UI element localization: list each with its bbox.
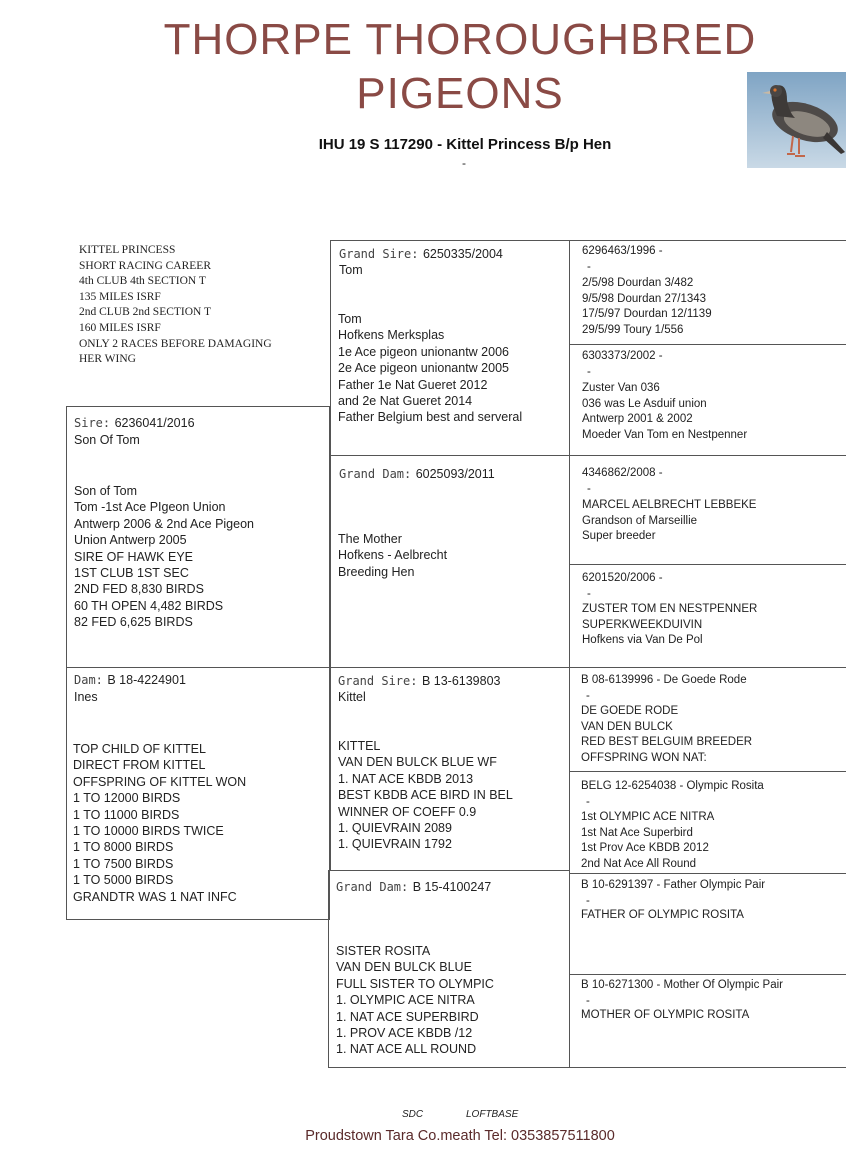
notes-line: KITTEL PRINCESS [79,244,176,256]
footer-loftbase: LOFTBASE [466,1109,519,1120]
grand-sire-detail: 1. QUIEVRAIN 1792 [338,837,452,852]
grand-sire-ring: 6250335/2004 [422,247,503,261]
ggp-detail: Antwerp 2001 & 2002 [582,413,693,426]
notes-line: ONLY 2 RACES BEFORE DAMAGING [79,337,272,350]
ggp-dash: - [586,690,590,702]
ggp-detail: Moeder Van Tom en Nestpenner [582,428,748,441]
ggp-detail: Super breeder [582,530,656,543]
ggp-detail: ZUSTER TOM EN NESTPENNER [582,603,758,615]
ggp-detail: DE GOEDE RODE [581,705,679,717]
sire-ring: 6236041/2016 [114,416,195,430]
ggp-head: B 10-6291397 - Father Olympic Pair [581,879,766,891]
ggp-head: BELG 12-6254038 - Olympic Rosita [581,780,764,792]
notes-line: 4th CLUB 4th SECTION T [79,275,206,288]
ggp-head: 6201520/2006 - [582,572,663,584]
ggp-detail: 036 was Le Asduif union [582,397,707,410]
sire-detail: Tom -1st Ace PIgeon Union [74,500,226,515]
notes-line: 2nd CLUB 2nd SECTION T [79,306,212,319]
ggp-detail: 1st Prov Ace KBDB 2012 [581,842,709,855]
ggp-box-5 [569,667,846,772]
ggp-detail: 2nd Nat Ace All Round [581,857,697,870]
sire-detail: 1ST CLUB 1ST SEC [74,566,189,581]
pigeon-photo [747,72,846,168]
grand-dam-label: Grand Dam: [336,880,409,894]
ggp-detail: 29/5/99 Toury 1/556 [582,323,684,336]
sire-detail: 82 FED 6,625 BIRDS [74,615,193,630]
pigeon-notes [79,243,319,368]
ggp-detail: OFFSPRING WON NAT: [581,751,707,764]
grand-dam-detail: SISTER ROSITA [336,944,431,958]
grand-sire-detail: 1e Ace pigeon unionantw 2006 [338,344,509,359]
dam-box [66,667,330,920]
ggp-dash: - [587,366,591,378]
grand-sire-ring: B 13-6139803 [421,674,501,688]
grand-sire-detail: 1. NAT ACE KBDB 2013 [338,771,474,786]
ggp-box-3 [569,455,846,565]
ggp-dash: - [587,588,591,600]
ggp-dash: - [586,796,590,808]
grand-dam-detail: The Mother [338,532,402,546]
dam-detail: OFFSPRING OF KITTEL WON [73,774,247,789]
grand-sire-maternal-box [330,667,570,871]
ggp-detail: Hofkens via Van De Pol [582,634,703,647]
ggp-dash: - [586,995,590,1007]
footer-address: Proudstown Tara Co.meath Tel: 0353857511800 [305,1128,615,1144]
grand-sire-detail: 1. QUIEVRAIN 2089 [338,821,452,836]
sire-detail: SIRE OF HAWK EYE [74,549,194,564]
notes-line: HER WING [79,353,136,366]
ggp-detail: 1st OLYMPIC ACE NITRA [581,811,715,823]
ggp-detail: 17/5/97 Dourdan 12/1139 [582,308,712,321]
grand-sire-detail: VAN DEN BULCK BLUE WF [338,755,497,770]
sire-detail: Union Antwerp 2005 [74,533,187,548]
page-title-line-1: THORPE THOROUGHBRED [163,15,757,64]
ggp-detail: VAN DEN BULCK [581,720,673,733]
ggp-detail: SUPERKWEEKDUIVIN [582,618,703,631]
ggp-head: B 10-6271300 - Mother Of Olympic Pair [581,979,783,991]
ggp-detail: Zuster Van 036 [582,382,660,394]
ggp-detail: MOTHER OF OLYMPIC ROSITA [581,1009,750,1021]
ggp-box-6 [569,771,846,874]
footer-sdc: SDC [402,1109,424,1120]
grand-dam-detail: FULL SISTER TO OLYMPIC [336,976,494,991]
ggp-detail: RED BEST BELGUIM BREEDER [581,736,753,749]
grand-sire-detail: and 2e Nat Gueret 2014 [338,394,473,409]
sire-detail: 60 TH OPEN 4,482 BIRDS [74,598,224,613]
ggp-box-4 [569,564,846,668]
pigeon-ring-subtitle: IHU 19 S 117290 - Kittel Princess B/p Hen [318,136,612,153]
ggp-head: 6303373/2002 - [582,350,663,362]
dam-label: Dam: [74,673,103,687]
grand-sire-label: Grand Sire: [338,674,418,688]
ggp-head: 6296463/1996 - [582,245,663,257]
grand-sire-name: Tom [339,263,363,277]
dam-detail: DIRECT FROM KITTEL [73,758,206,773]
grand-dam-detail: VAN DEN BULCK BLUE [336,960,472,975]
grand-sire-detail: Hofkens Merksplas [338,328,445,343]
grand-sire-detail: KITTEL [338,739,381,753]
grand-dam-detail: 1. OLYMPIC ACE NITRA [336,993,475,1008]
grand-sire-detail: BEST KBDB ACE BIRD IN BEL [338,788,513,803]
dam-detail: TOP CHILD OF KITTEL [73,742,206,756]
dam-detail: 1 TO 10000 BIRDS TWICE [73,824,224,839]
ggp-head: 4346862/2008 - [582,467,663,479]
grand-dam-detail: 1. NAT ACE ALL ROUND [336,1042,477,1057]
ggp-detail: 2/5/98 Dourdan 3/482 [582,277,694,289]
subtitle-dash: - [462,156,466,170]
grand-sire-detail: Father 1e Nat Gueret 2012 [338,377,488,392]
grand-dam-label: Grand Dam: [339,467,412,481]
ggp-box-7 [569,873,846,975]
ggp-box-2 [569,344,846,456]
sire-detail: Antwerp 2006 & 2nd Ace Pigeon [74,516,254,531]
dam-detail: 1 TO 5000 BIRDS [73,873,174,888]
ggp-detail: FATHER OF OLYMPIC ROSITA [581,909,744,921]
dam-detail: 1 TO 7500 BIRDS [73,856,174,871]
grand-dam-ring: B 15-4100247 [412,880,492,894]
grand-dam-paternal-box [330,455,570,668]
ggp-detail: MARCEL AELBRECHT LEBBEKE [582,499,757,511]
dam-detail: 1 TO 11000 BIRDS [73,807,180,822]
dam-detail: GRANDTR WAS 1 NAT INFC [73,889,237,904]
grand-sire-detail: 2e Ace pigeon unionantw 2005 [338,361,509,376]
sire-name: Son Of Tom [74,433,140,447]
notes-line: 135 MILES ISRF [79,290,161,303]
sire-detail: 2ND FED 8,830 BIRDS [74,582,204,597]
sire-detail: Son of Tom [74,484,138,498]
grand-dam-detail: 1. NAT ACE SUPERBIRD [336,1009,479,1024]
ggp-head: B 08-6139996 - De Goede Rode [581,674,747,686]
ggp-detail: 9/5/98 Dourdan 27/1343 [582,292,707,305]
dam-ring: B 18-4224901 [107,673,186,687]
grand-sire-detail: WINNER OF COEFF 0.9 [338,804,477,819]
ggp-box-1 [569,240,846,345]
page-title-line-2: PIGEONS [356,69,564,118]
grand-dam-ring: 6025093/2011 [415,467,495,481]
grand-dam-detail: Breeding Hen [338,564,415,579]
dam-name: Ines [74,690,98,704]
ggp-dash: - [586,895,590,907]
notes-line: SHORT RACING CAREER [79,259,212,272]
grand-dam-maternal-box [328,870,570,1068]
dam-detail: 1 TO 12000 BIRDS [73,791,181,806]
ggp-dash: - [587,261,591,273]
grand-sire-label: Grand Sire: [339,247,419,261]
sire-label: Sire: [74,416,111,430]
grand-sire-detail: Father Belgium best and serveral [338,410,523,425]
ggp-detail: 1st Nat Ace Superbird [581,826,693,839]
ggp-box-8 [569,974,846,1068]
grand-sire-paternal-box [330,240,570,456]
grand-sire-detail: Tom [338,312,362,326]
sire-box [66,406,330,668]
grand-sire-name: Kittel [338,690,366,704]
grand-dam-detail: Hofkens - Aelbrecht [338,548,448,563]
grand-dam-detail: 1. PROV ACE KBDB /12 [336,1026,473,1041]
notes-line: 160 MILES ISRF [79,321,161,334]
dam-detail: 1 TO 8000 BIRDS [73,840,174,855]
ggp-detail: Grandson of Marseillie [582,514,698,527]
ggp-dash: - [587,483,591,495]
